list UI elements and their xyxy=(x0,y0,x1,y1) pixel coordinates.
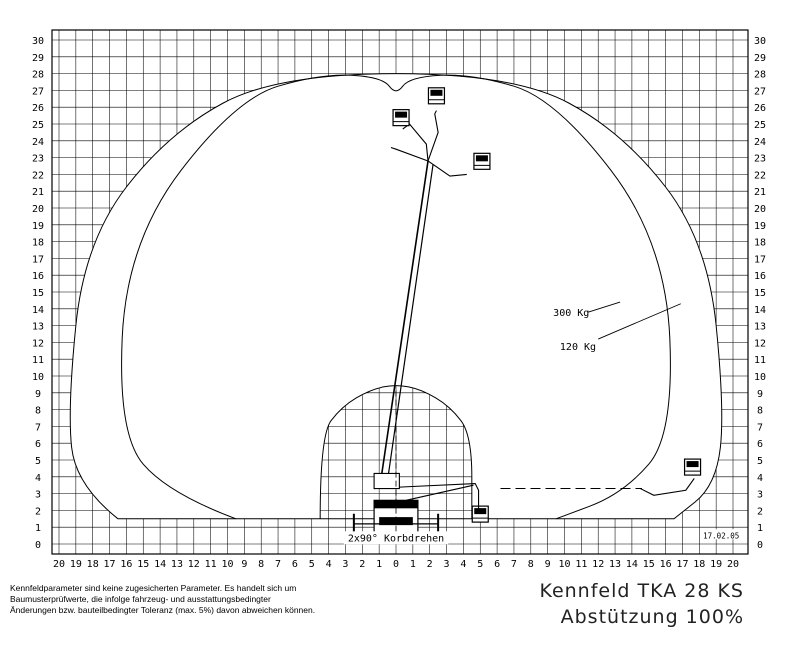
y-tick-right: 12 xyxy=(753,338,767,350)
x-tick-label: 13 xyxy=(609,559,622,570)
y-tick-left: 25 xyxy=(31,120,45,131)
x-tick-label: 20 xyxy=(52,559,66,570)
x-tick-label: 12 xyxy=(592,559,605,570)
y-tick-right: 0 xyxy=(756,540,764,551)
x-tick-label: 3 xyxy=(342,559,349,570)
x-tick-label: 15 xyxy=(642,559,655,570)
y-tick-right: 2 xyxy=(756,506,764,518)
label-korbdrehen: 2x90° Korbdrehen xyxy=(347,533,445,545)
x-tick-label: 1 xyxy=(409,559,416,570)
x-tick-label: 18 xyxy=(86,559,99,570)
x-tick-label: 13 xyxy=(170,559,183,570)
basket-low xyxy=(472,506,488,522)
x-tick-label: 10 xyxy=(221,559,234,570)
y-tick-left: 30 xyxy=(31,36,45,47)
basket-top-left xyxy=(393,110,409,126)
y-tick-right: 16 xyxy=(753,271,767,283)
x-tick-label: 0 xyxy=(392,559,400,570)
y-tick-right: 20 xyxy=(753,204,767,215)
y-tick-right: 9 xyxy=(756,388,764,400)
x-tick-label: 4 xyxy=(460,559,467,570)
y-tick-right: 8 xyxy=(756,405,764,417)
y-tick-left: 12 xyxy=(31,338,45,350)
y-tick-left: 3 xyxy=(34,489,42,501)
y-tick-right: 17 xyxy=(753,254,767,266)
y-tick-right: 26 xyxy=(753,103,767,115)
x-tick-label: 16 xyxy=(659,559,672,570)
y-tick-right: 4 xyxy=(756,472,764,484)
y-tick-right: 29 xyxy=(753,52,767,64)
x-tick-label: 5 xyxy=(308,559,315,570)
y-tick-left: 13 xyxy=(31,321,45,333)
y-tick-left: 17 xyxy=(31,254,45,266)
y-tick-left: 11 xyxy=(31,355,45,367)
x-tick-label: 11 xyxy=(575,559,588,570)
footer-title: Kennfeld TKA 28 KS xyxy=(539,580,744,602)
x-tick-label: 20 xyxy=(726,559,740,570)
y-tick-right: 10 xyxy=(753,372,767,383)
y-tick-right: 18 xyxy=(753,237,767,249)
y-tick-right: 25 xyxy=(753,120,767,131)
y-tick-right: 27 xyxy=(753,86,767,98)
y-tick-right: 15 xyxy=(753,288,767,299)
y-tick-left: 2 xyxy=(34,506,42,518)
y-tick-right: 11 xyxy=(753,355,767,367)
x-tick-label: 12 xyxy=(187,559,200,570)
y-tick-left: 4 xyxy=(34,472,42,484)
y-tick-left: 0 xyxy=(34,540,42,551)
disclaimer-line-3: Änderungen bzw. bauteilbedingter Toleranz (max. 5%) davon abweichen können. xyxy=(10,605,316,615)
y-tick-right: 28 xyxy=(753,69,767,81)
y-tick-right: 23 xyxy=(753,153,767,165)
y-tick-left: 18 xyxy=(31,237,45,249)
x-tick-label: 14 xyxy=(154,559,167,570)
y-tick-left: 8 xyxy=(34,405,42,417)
x-tick-label: 9 xyxy=(241,559,248,570)
x-tick-label: 11 xyxy=(204,559,217,570)
x-tick-label: 14 xyxy=(625,559,638,570)
x-tick-label: 8 xyxy=(527,559,534,570)
y-tick-left: 15 xyxy=(31,288,45,299)
y-tick-right: 13 xyxy=(753,321,767,333)
y-tick-right: 19 xyxy=(753,220,767,232)
y-tick-left: 24 xyxy=(31,136,45,148)
y-tick-left: 16 xyxy=(31,271,45,283)
y-tick-right: 14 xyxy=(753,304,767,316)
y-tick-left: 27 xyxy=(31,86,45,98)
x-tick-label: 7 xyxy=(275,559,282,570)
x-tick-label: 6 xyxy=(494,559,501,570)
disclaimer-line-2: Baumusterprüfwerte, die infolge fahrzeug- und ausstattungsbedingter xyxy=(10,594,271,604)
x-tick-label: 16 xyxy=(120,559,133,570)
label-120kg: 120 Kg xyxy=(559,341,597,353)
y-tick-left: 1 xyxy=(34,523,42,535)
y-tick-left: 6 xyxy=(34,439,42,451)
y-tick-left: 29 xyxy=(31,52,45,64)
y-tick-right: 5 xyxy=(756,456,764,467)
y-tick-right: 1 xyxy=(756,523,764,535)
y-tick-right: 21 xyxy=(753,187,767,199)
x-tick-label: 3 xyxy=(443,559,450,570)
x-tick-label: 6 xyxy=(291,559,298,570)
disclaimer-line-1: Kennfeldparameter sind keine zugesicherten Parameter. Es handelt sich um xyxy=(10,583,297,593)
y-tick-right: 24 xyxy=(753,136,767,148)
turret xyxy=(374,473,399,488)
y-tick-left: 5 xyxy=(34,456,42,467)
y-tick-left: 21 xyxy=(31,187,45,199)
y-tick-left: 22 xyxy=(31,170,45,182)
y-tick-right: 6 xyxy=(756,439,764,451)
y-tick-right: 22 xyxy=(753,170,767,182)
basket-top-right xyxy=(474,153,490,169)
y-tick-left: 26 xyxy=(31,103,45,115)
footer-subtitle: Abstützung 100% xyxy=(560,606,744,628)
x-tick-label: 9 xyxy=(544,559,551,570)
x-tick-label: 2 xyxy=(426,559,433,570)
x-tick-label: 2 xyxy=(359,559,366,570)
x-tick-label: 15 xyxy=(137,559,150,570)
x-tick-label: 17 xyxy=(676,559,689,570)
x-tick-label: 5 xyxy=(477,559,484,570)
x-tick-label: 10 xyxy=(558,559,571,570)
y-tick-right: 3 xyxy=(756,489,764,501)
x-tick-label: 17 xyxy=(103,559,116,570)
x-tick-label: 19 xyxy=(710,559,723,570)
y-tick-right: 7 xyxy=(756,422,764,434)
x-tick-label: 19 xyxy=(69,559,82,570)
y-tick-left: 19 xyxy=(31,220,45,232)
y-tick-left: 7 xyxy=(34,422,42,434)
x-tick-label: 1 xyxy=(376,559,383,570)
y-tick-right: 30 xyxy=(753,36,767,47)
y-tick-left: 23 xyxy=(31,153,45,165)
y-tick-left: 28 xyxy=(31,69,45,81)
basket-top xyxy=(428,88,444,104)
x-tick-label: 7 xyxy=(510,559,517,570)
label-300kg: 300 Kg xyxy=(553,308,590,320)
y-tick-left: 9 xyxy=(34,388,42,400)
basket-far-right xyxy=(685,459,701,475)
x-tick-label: 4 xyxy=(325,559,332,570)
date-label: 17.02.05 xyxy=(703,531,740,541)
y-tick-left: 20 xyxy=(31,204,45,215)
x-tick-label: 8 xyxy=(258,559,265,570)
x-tick-label: 18 xyxy=(693,559,706,570)
y-tick-left: 10 xyxy=(31,372,45,383)
y-tick-left: 14 xyxy=(31,304,45,316)
